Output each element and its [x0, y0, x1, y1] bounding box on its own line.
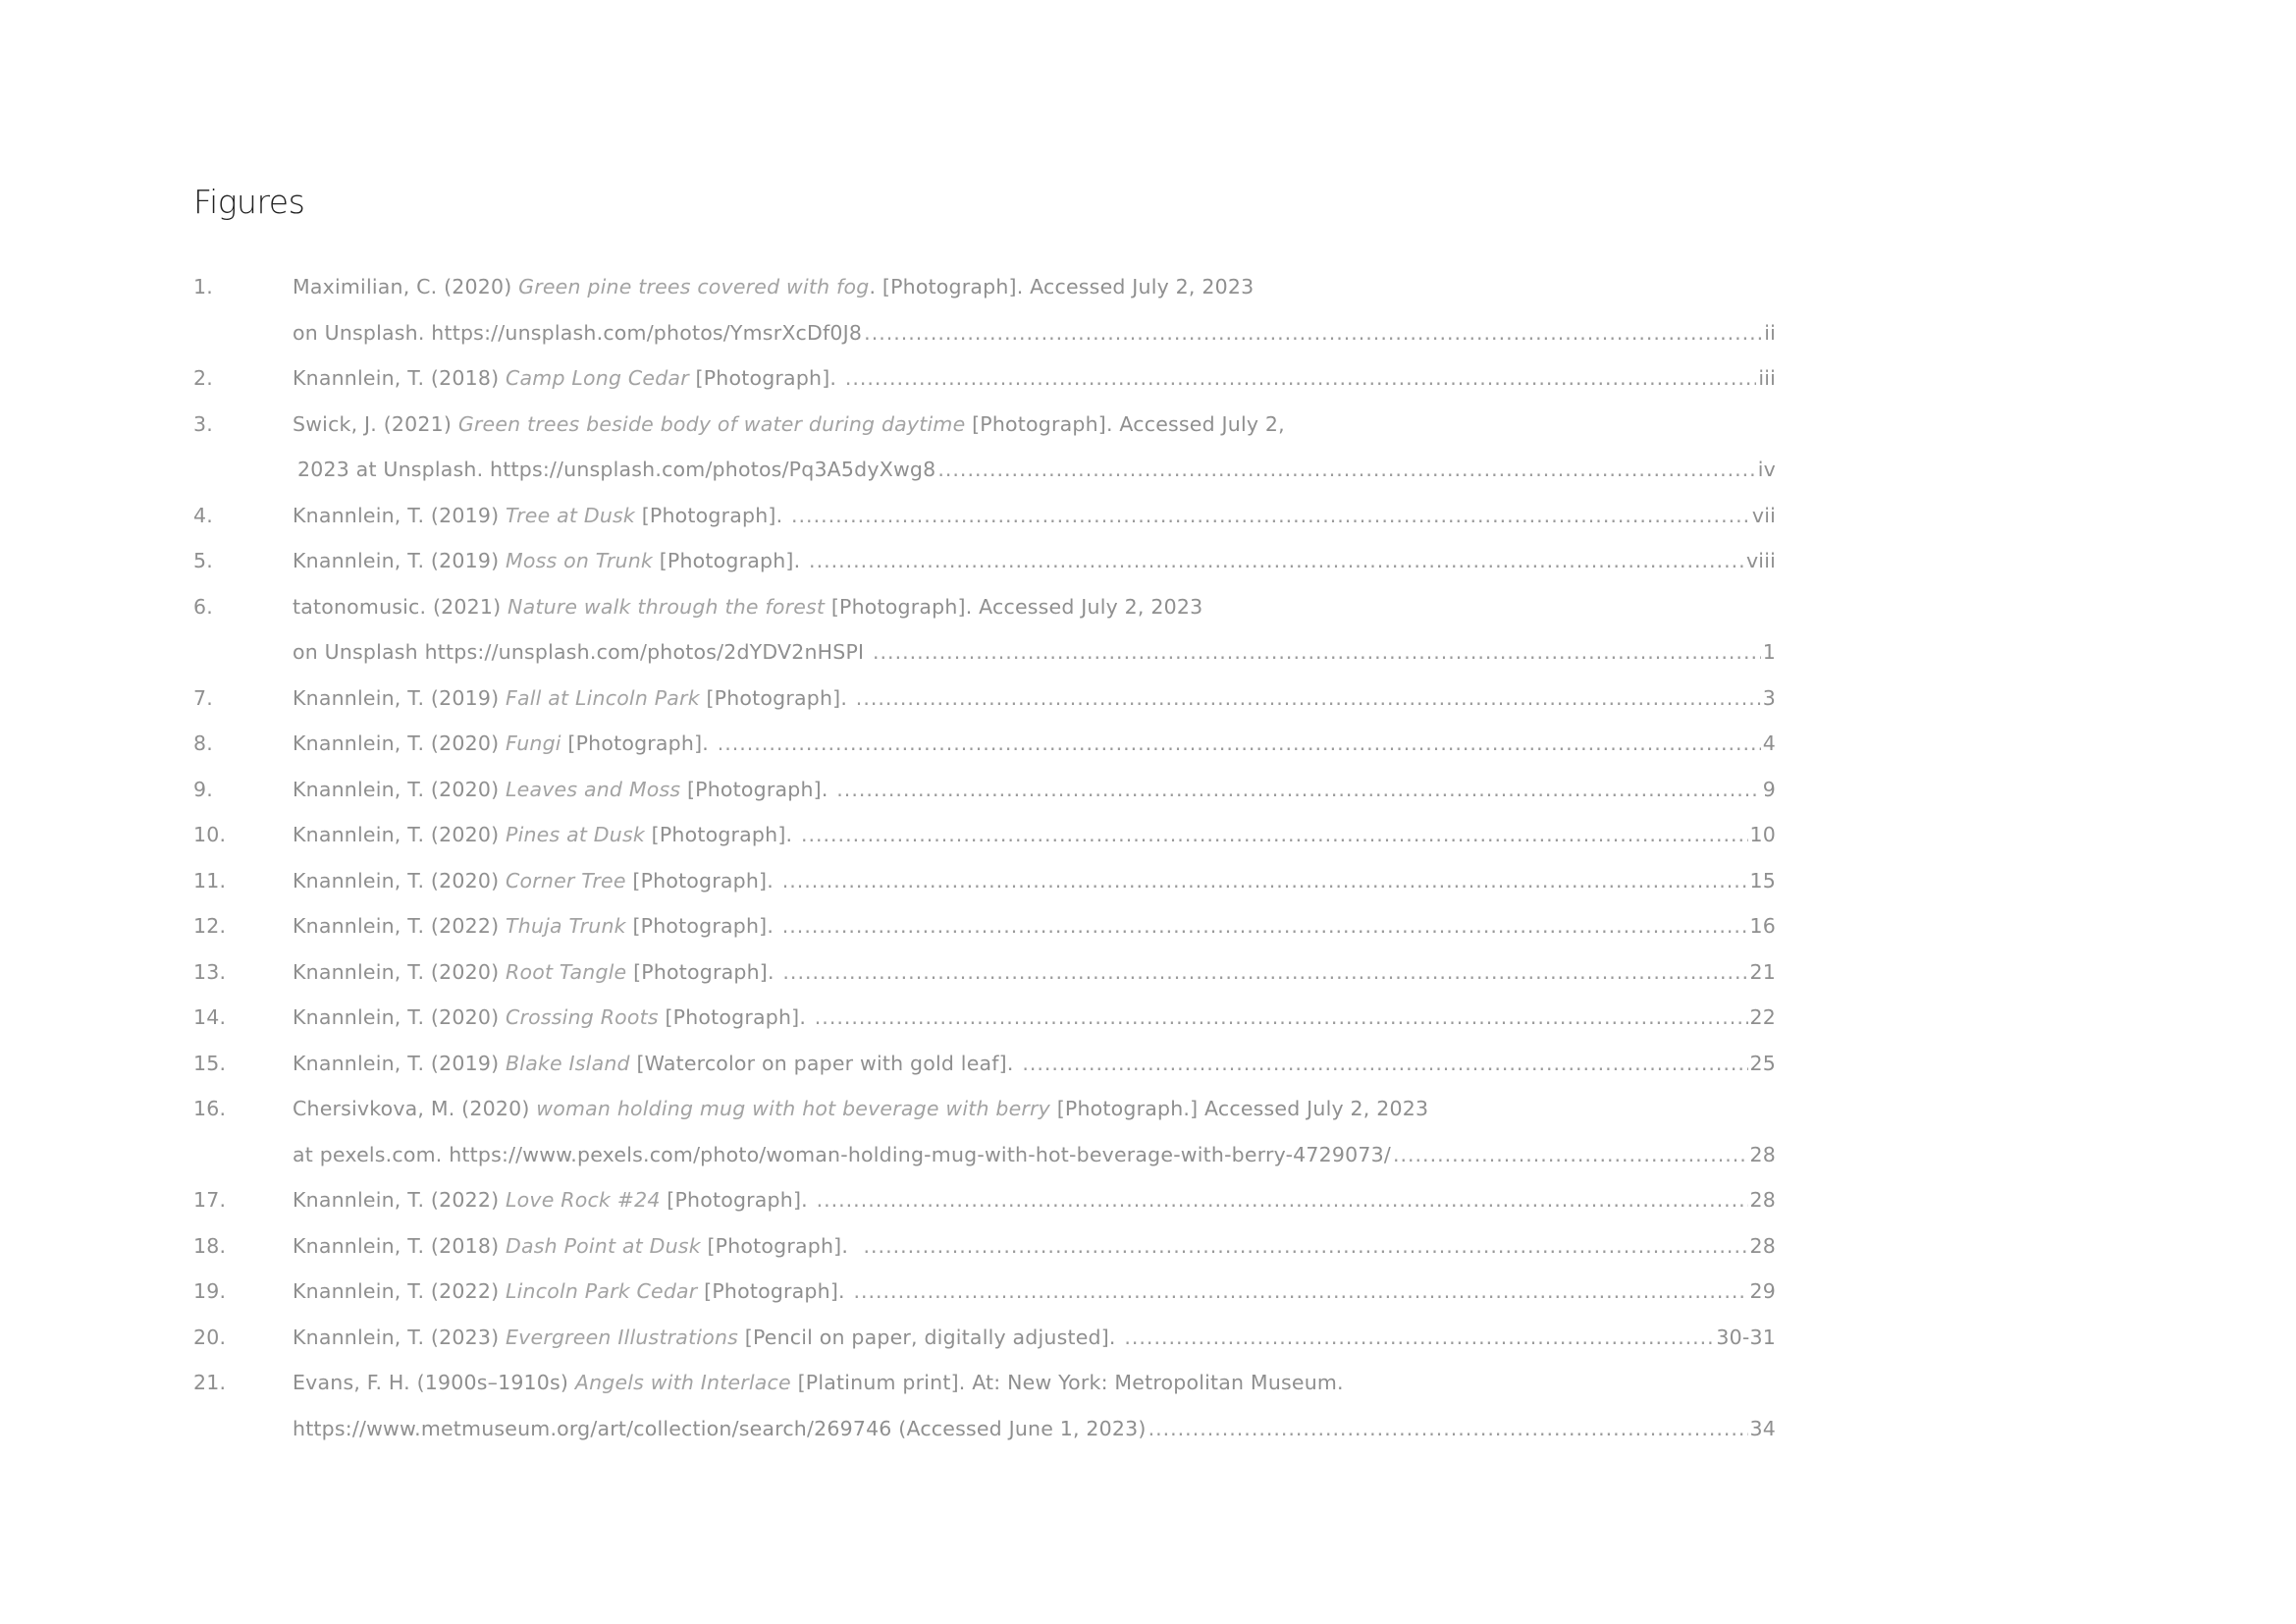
entry-title: Tree at Dusk — [506, 503, 635, 527]
entry-number: 9. — [193, 777, 213, 801]
entry-author: Knannlein, T. (2018) — [293, 366, 507, 391]
entry-details: [Photograph]. — [700, 1233, 862, 1258]
dot-leader — [815, 1005, 1748, 1029]
entry-source-link[interactable]: on Unsplash. https://unsplash.com/photos/YmsrXcDf0J8 — [293, 320, 863, 345]
entry-page-number[interactable]: iii — [1758, 366, 1776, 391]
figure-entry — [193, 1269, 1776, 1315]
figure-entry — [193, 264, 1776, 310]
dot-leader — [782, 960, 1747, 984]
entry-author: Evans, F. H. (1900s–1910s) — [293, 1371, 575, 1395]
entry-page-number[interactable]: 4 — [1762, 731, 1776, 756]
entry-page-number[interactable]: 16 — [1749, 914, 1776, 939]
entry-page-number[interactable]: 21 — [1749, 959, 1776, 984]
dot-leader — [1393, 1143, 1748, 1166]
entry-number: 4. — [193, 503, 213, 527]
entry-page-number[interactable]: iv — [1757, 458, 1776, 482]
figure-entry — [193, 1086, 1776, 1132]
entry-author: Knannlein, T. (2019) — [293, 685, 507, 710]
entry-number: 14. — [193, 1005, 227, 1030]
entry-source-link[interactable]: https://www.metmuseum.org/art/collection/search/269746 (Accessed June 1, 2023) — [293, 1416, 1147, 1440]
dot-leader — [937, 458, 1755, 481]
entry-title: Fungi — [506, 731, 561, 756]
figure-entry — [193, 1315, 1776, 1361]
entry-author: Knannlein, T. (2020) — [293, 868, 507, 893]
entry-number: 3. — [193, 411, 213, 436]
figure-entry — [193, 812, 1776, 858]
dot-leader — [817, 1188, 1748, 1212]
entry-title: Leaves and Moss — [506, 777, 681, 801]
entry-number: 13. — [193, 959, 227, 984]
entry-page-number[interactable]: 9 — [1762, 777, 1776, 801]
dot-leader — [1124, 1326, 1714, 1349]
entry-source-link[interactable]: at pexels.com. https://www.pexels.com/photo/woman-holding-mug-with-hot-beverage-with-berry-4729073/ — [293, 1142, 1391, 1166]
figure-entry — [193, 1177, 1776, 1223]
entry-details: [Photograph]. — [688, 366, 843, 391]
dot-leader — [864, 321, 1762, 345]
entry-number: 8. — [193, 731, 213, 756]
entry-page-number[interactable]: ii — [1764, 320, 1776, 345]
entry-author: Knannlein, T. (2018) — [293, 1233, 507, 1258]
entry-number: 15. — [193, 1051, 227, 1075]
entry-author: Knannlein, T. (2022) — [293, 1188, 507, 1213]
entry-page-number[interactable]: 22 — [1749, 1005, 1776, 1030]
dot-leader — [1148, 1417, 1748, 1440]
figure-entry — [193, 1223, 1776, 1270]
entry-source-link[interactable]: 2023 at Unsplash. https://unsplash.com/photos/Pq3A5dyXwg8 — [297, 458, 936, 482]
entry-number: 12. — [193, 914, 227, 939]
entry-details: [Photograph]. — [625, 914, 780, 939]
entry-title: Corner Tree — [506, 868, 626, 893]
entry-number: 1. — [193, 275, 213, 299]
dot-leader — [836, 778, 1760, 801]
entry-number: 21. — [193, 1371, 227, 1395]
entry-details: [Photograph]. — [658, 1005, 813, 1030]
entry-author: Swick, J. (2021) — [293, 411, 458, 436]
entry-details: [Photograph]. Accessed July 2, 2023 — [825, 594, 1203, 619]
entry-page-number[interactable]: 3 — [1762, 685, 1776, 710]
figure-entry — [193, 721, 1776, 767]
entry-title: Green pine trees covered with fog — [518, 275, 870, 299]
entry-title: Thuja Trunk — [506, 914, 626, 939]
entry-details: . [Photograph]. Accessed July 2, 2023 — [869, 275, 1255, 299]
figure-entry — [193, 1041, 1776, 1087]
entry-number: 19. — [193, 1279, 227, 1304]
dot-leader — [801, 823, 1748, 846]
figure-entry — [193, 584, 1776, 630]
entry-source-link[interactable]: on Unsplash https://unsplash.com/photos/2dYDV2nHSPI — [293, 640, 872, 665]
entry-number: 20. — [193, 1325, 227, 1349]
figure-entry — [193, 402, 1776, 448]
entry-details: [Photograph]. Accessed July 2, — [965, 411, 1285, 436]
entry-title: Dash Point at Dusk — [506, 1233, 701, 1258]
entry-page-number[interactable]: 1 — [1762, 640, 1776, 665]
entry-author: Knannlein, T. (2019) — [293, 503, 507, 527]
entry-number: 6. — [193, 594, 213, 619]
entry-title: woman holding mug with hot beverage with berry — [536, 1097, 1051, 1121]
figure-entry — [193, 676, 1776, 722]
entry-details: [Photograph]. — [644, 823, 799, 847]
dot-leader — [782, 869, 1748, 893]
dot-leader — [856, 686, 1761, 710]
entry-title: Evergreen Illustrations — [506, 1325, 739, 1349]
dot-leader — [873, 640, 1761, 664]
entry-title: Lincoln Park Cedar — [506, 1279, 698, 1304]
entry-number: 17. — [193, 1188, 227, 1213]
entry-details: [Watercolor on paper with gold leaf]. — [629, 1051, 1021, 1075]
entry-title: Pines at Dusk — [506, 823, 645, 847]
entry-number: 11. — [193, 868, 227, 893]
dot-leader — [1022, 1052, 1747, 1075]
entry-number: 10. — [193, 823, 227, 847]
entry-details: [Photograph]. — [697, 1279, 852, 1304]
entry-page-number[interactable]: vii — [1751, 503, 1776, 527]
entry-author: Knannlein, T. (2019) — [293, 549, 507, 573]
figure-entry-continuation — [193, 1406, 1776, 1452]
entry-author: Maximilian, C. (2020) — [293, 275, 519, 299]
figures-list — [193, 264, 1776, 1451]
figure-entry — [193, 493, 1776, 539]
entry-details: [Photograph]. — [625, 868, 780, 893]
dot-leader — [853, 1279, 1747, 1303]
entry-page-number[interactable]: 28 — [1749, 1142, 1776, 1166]
entry-number: 5. — [193, 549, 213, 573]
figure-entry-continuation — [193, 447, 1776, 493]
entry-details: [Photograph]. — [626, 959, 781, 984]
entry-title: Angels with Interlace — [574, 1371, 791, 1395]
entry-title: Nature walk through the forest — [507, 594, 826, 619]
entry-author: Knannlein, T. (2020) — [293, 1005, 507, 1030]
entry-page-number[interactable]: 34 — [1749, 1416, 1776, 1440]
entry-details: [Photograph]. — [561, 731, 716, 756]
entry-number: 7. — [193, 685, 213, 710]
entry-details: [Pencil on paper, digitally adjusted]. — [738, 1325, 1123, 1349]
entry-author: Chersivkova, M. (2020) — [293, 1097, 537, 1121]
entry-title: Root Tangle — [506, 959, 627, 984]
dot-leader — [809, 549, 1744, 572]
entry-title: Love Rock #24 — [506, 1188, 661, 1213]
entry-title: Camp Long Cedar — [506, 366, 689, 391]
entry-details: [Platinum print]. At: New York: Metropolitan Museum. — [790, 1371, 1344, 1395]
entry-author: Knannlein, T. (2020) — [293, 823, 507, 847]
entry-number: 16. — [193, 1097, 227, 1121]
entry-author: Knannlein, T. (2020) — [293, 959, 507, 984]
figure-entry — [193, 949, 1776, 996]
page-title: Figures — [193, 183, 305, 221]
dot-leader — [718, 731, 1761, 755]
entry-details: [Photograph.] Accessed July 2, 2023 — [1050, 1097, 1429, 1121]
entry-title: Crossing Roots — [506, 1005, 659, 1030]
entry-page-number[interactable]: viii — [1745, 549, 1776, 573]
entry-details: [Photograph]. — [699, 685, 854, 710]
dot-leader — [782, 914, 1748, 938]
entry-author: Knannlein, T. (2023) — [293, 1325, 507, 1349]
entry-author: Knannlein, T. (2020) — [293, 777, 507, 801]
entry-author: Knannlein, T. (2022) — [293, 1279, 507, 1304]
figure-entry — [193, 538, 1776, 584]
entry-number: 2. — [193, 366, 213, 391]
dot-leader — [791, 504, 1750, 527]
entry-author: Knannlein, T. (2020) — [293, 731, 507, 756]
figure-entry — [193, 355, 1776, 402]
entry-page-number[interactable]: 25 — [1749, 1051, 1776, 1075]
figure-entry — [193, 903, 1776, 949]
entry-number: 18. — [193, 1233, 227, 1258]
entry-title: Fall at Lincoln Park — [506, 685, 700, 710]
entry-author: Knannlein, T. (2022) — [293, 914, 507, 939]
entry-details: [Photograph]. — [634, 503, 790, 527]
entry-page-number[interactable]: 29 — [1749, 1279, 1776, 1304]
entry-title: Moss on Trunk — [506, 549, 654, 573]
figure-entry-continuation — [193, 629, 1776, 676]
entry-details: [Photograph]. — [680, 777, 835, 801]
entry-details: [Photograph]. — [660, 1188, 815, 1213]
entry-title: Green trees beside body of water during daytime — [457, 411, 966, 436]
figure-entry — [193, 767, 1776, 813]
entry-page-number[interactable]: 15 — [1749, 868, 1776, 893]
entry-page-number[interactable]: 28 — [1749, 1233, 1776, 1258]
figure-entry-continuation — [193, 1132, 1776, 1178]
entry-details: [Photograph]. — [653, 549, 808, 573]
entry-page-number[interactable]: 10 — [1749, 823, 1776, 847]
dot-leader — [864, 1234, 1748, 1258]
entry-author: tatonomusic. (2021) — [293, 594, 508, 619]
entry-page-number[interactable]: 28 — [1749, 1188, 1776, 1213]
figure-entry — [193, 1360, 1776, 1406]
figure-entry-continuation — [193, 310, 1776, 356]
figure-entry — [193, 995, 1776, 1041]
dot-leader — [845, 366, 1756, 390]
entry-page-number[interactable]: 30-31 — [1716, 1325, 1776, 1349]
entry-title: Blake Island — [506, 1051, 630, 1075]
entry-author: Knannlein, T. (2019) — [293, 1051, 507, 1075]
figure-entry — [193, 858, 1776, 904]
